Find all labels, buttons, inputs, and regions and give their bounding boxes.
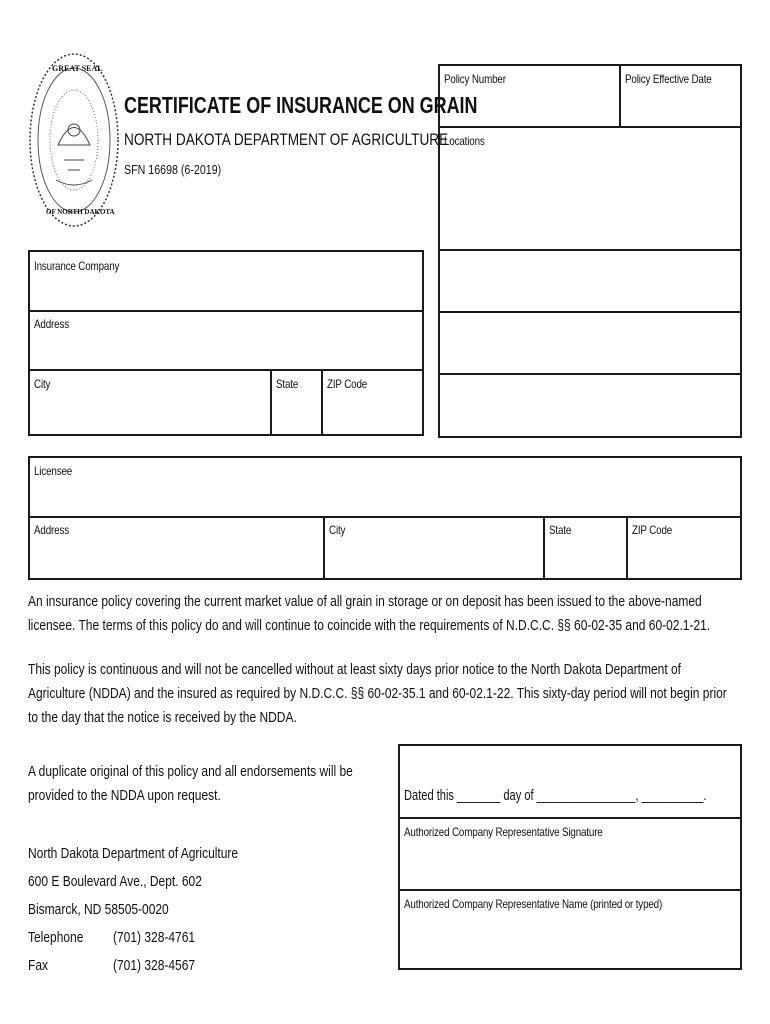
telephone-number: (701) 328-4761 — [113, 929, 196, 946]
page-title: CERTIFICATE OF INSURANCE ON GRAIN — [124, 92, 478, 118]
insurance-company-field[interactable] — [32, 278, 424, 310]
seal-bottom-text: OF NORTH DAKOTA — [46, 208, 115, 216]
telephone-label: Telephone — [28, 929, 84, 946]
insurer-zip-label: ZIP Code — [327, 377, 368, 391]
duplicate-paragraph: A duplicate original of this policy and all endorsements will be provided to the NDDA upon request. — [28, 763, 353, 804]
insurer-address-label: Address — [34, 317, 69, 331]
licensee-zip-label: ZIP Code — [632, 523, 673, 537]
department-name: NORTH DAKOTA DEPARTMENT OF AGRICULTURE — [124, 130, 449, 149]
fax-label: Fax — [28, 957, 49, 974]
fax-number: (701) 328-4567 — [113, 957, 196, 974]
insurer-state-field[interactable] — [274, 396, 322, 434]
contact-name: North Dakota Department of Agriculture — [28, 845, 239, 862]
insurer-city-label: City — [34, 377, 51, 391]
licensee-zip-field[interactable] — [630, 542, 742, 578]
policy-number-label: Policy Number — [444, 72, 506, 86]
locations-label: Locations — [444, 134, 485, 148]
insurer-state-label: State — [276, 377, 299, 391]
dated-line: Dated this _______ day of ________________, __________. — [404, 787, 707, 804]
location-field-4[interactable] — [442, 377, 742, 437]
printed-name-label: Authorized Company Representative Name (printed or typed) — [404, 897, 663, 911]
location-field-2[interactable] — [442, 253, 742, 311]
signature-label: Authorized Company Representative Signature — [404, 825, 603, 839]
seal-top-text: GREAT SEAL — [52, 64, 103, 73]
coverage-paragraph: An insurance policy covering the current market value of all grain in storage or on deposit has been issued to the above-named licensee. The terms of this policy do and will continue to coincide with the requirements of N.D.C.C. §§ 60-02-35 and 60-02.1-21. — [28, 593, 711, 634]
policy-effective-date-label: Policy Effective Date — [625, 72, 712, 86]
signature-field[interactable] — [402, 844, 742, 888]
cancellation-paragraph: This policy is continuous and will not be cancelled without at least sixty days prior notice to the North Dakota Department of Agriculture (NDDA) and the insured as required by N.D.C.C. §§ 60-02-35.1 and 60-02.1-22. This sixty-day period will not begin prior to the day that the notice is received by the NDDA. — [28, 661, 727, 726]
licensee-label: Licensee — [34, 464, 73, 478]
contact-city: Bismarck, ND 58505-0020 — [28, 901, 169, 918]
state-seal — [28, 50, 120, 230]
licensee-address-label: Address — [34, 523, 69, 537]
contact-street: 600 E Boulevard Ave., Dept. 602 — [28, 873, 202, 890]
insurer-city-field[interactable] — [32, 396, 270, 434]
licensee-state-label: State — [549, 523, 572, 537]
licensee-city-field[interactable] — [327, 542, 543, 578]
location-field-3[interactable] — [442, 315, 742, 373]
policy-effective-date-field[interactable] — [623, 90, 741, 124]
licensee-address-field[interactable] — [32, 542, 323, 578]
insurer-address-field[interactable] — [32, 336, 424, 368]
insurer-zip-field[interactable] — [325, 396, 424, 434]
licensee-city-label: City — [329, 523, 346, 537]
policy-number-field[interactable] — [442, 90, 618, 124]
printed-name-field[interactable] — [402, 916, 742, 968]
location-field-1[interactable] — [442, 152, 742, 248]
form-number: SFN 16698 (6-2019) — [124, 162, 222, 177]
licensee-field[interactable] — [32, 482, 742, 516]
insurance-company-label: Insurance Company — [34, 259, 120, 273]
licensee-state-field[interactable] — [547, 542, 627, 578]
